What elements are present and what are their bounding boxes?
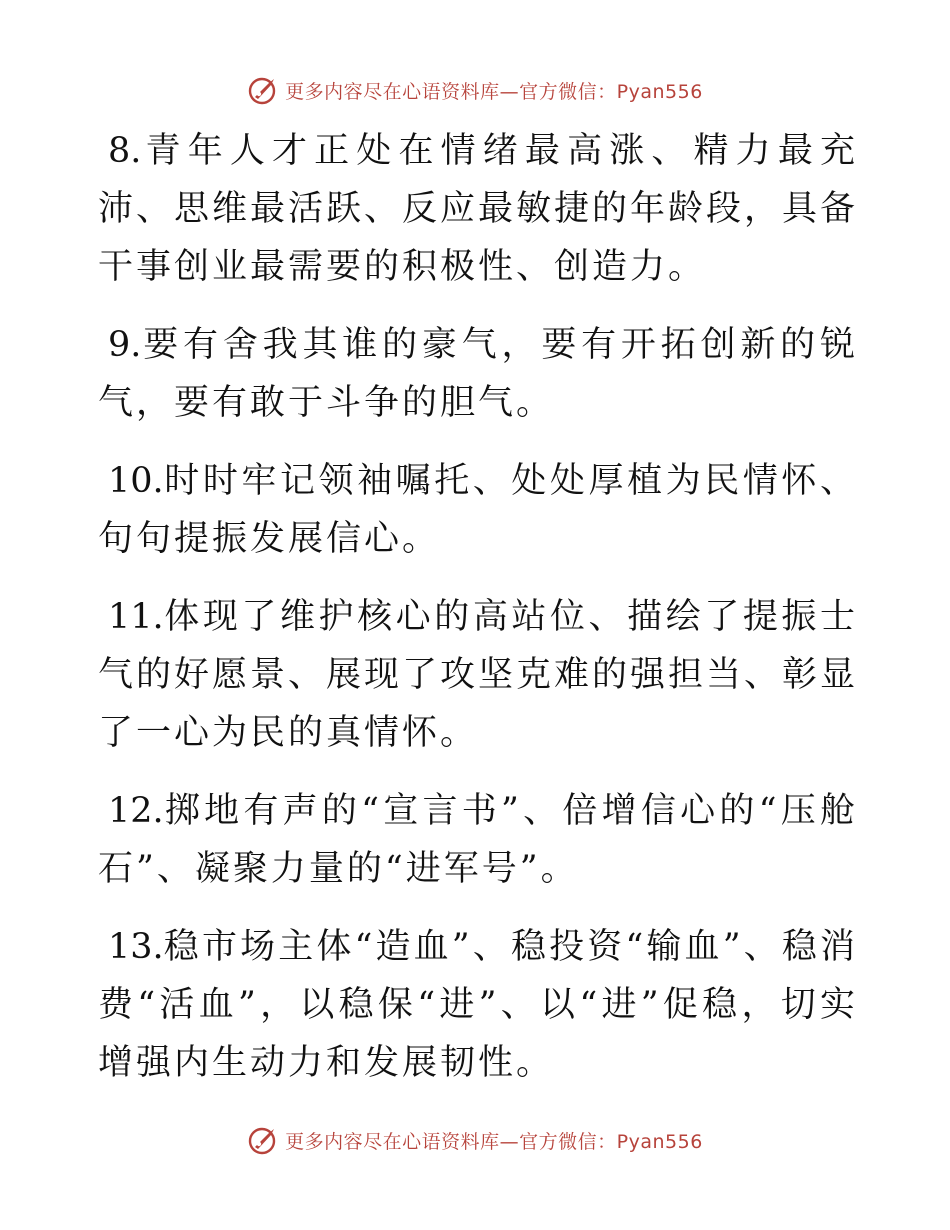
list-item bbox=[98, 588, 858, 762]
item-text: 稳市场主体“造血”、稳投资“输血”、稳消费“活血”，以稳保“进”、以“进”促稳，切实增强内生动力和发展韧性。 bbox=[98, 927, 858, 1083]
list-item bbox=[98, 452, 858, 568]
header-watermark bbox=[0, 70, 950, 110]
item-text: 青年人才正处在情绪最高涨、精力最充沛、思维最活跃、反应最敏捷的年龄段，具备干事创业最需要的积极性、创造力。 bbox=[98, 131, 859, 287]
quill-pen-seal-icon bbox=[247, 74, 279, 106]
item-text: 要有舍我其谁的豪气，要有开拓创新的锐气，要有敢于斗争的胆气。 bbox=[98, 325, 858, 423]
item-number: 13. bbox=[108, 927, 164, 967]
item-number: 9. bbox=[108, 325, 142, 365]
list-item bbox=[98, 316, 858, 432]
item-text: 时时牢记领袖嘱托、处处厚植为民情怀、句句提振发展信心。 bbox=[98, 461, 858, 559]
item-text: 掷地有声的“宣言书”、倍增信心的“压舱石”、凝聚力量的“进军号”。 bbox=[98, 791, 858, 889]
document-body bbox=[98, 122, 858, 1112]
item-number: 11. bbox=[108, 597, 164, 637]
item-number: 10. bbox=[108, 461, 164, 501]
item-number: 8. bbox=[108, 131, 142, 171]
watermark-text: 更多内容尽在心语资料库—官方微信：Pyan556 bbox=[285, 1130, 703, 1153]
quill-pen-seal-icon bbox=[247, 1124, 279, 1156]
item-text: 体现了维护核心的高站位、描绘了提振士气的好愿景、展现了攻坚克难的强担当、彰显了一心为民的真情怀。 bbox=[98, 597, 859, 753]
list-item bbox=[98, 918, 858, 1092]
item-number: 12. bbox=[108, 791, 164, 831]
footer-watermark bbox=[0, 1120, 950, 1160]
list-item bbox=[98, 782, 858, 898]
watermark-text: 更多内容尽在心语资料库—官方微信：Pyan556 bbox=[285, 80, 703, 103]
list-item bbox=[98, 122, 858, 296]
